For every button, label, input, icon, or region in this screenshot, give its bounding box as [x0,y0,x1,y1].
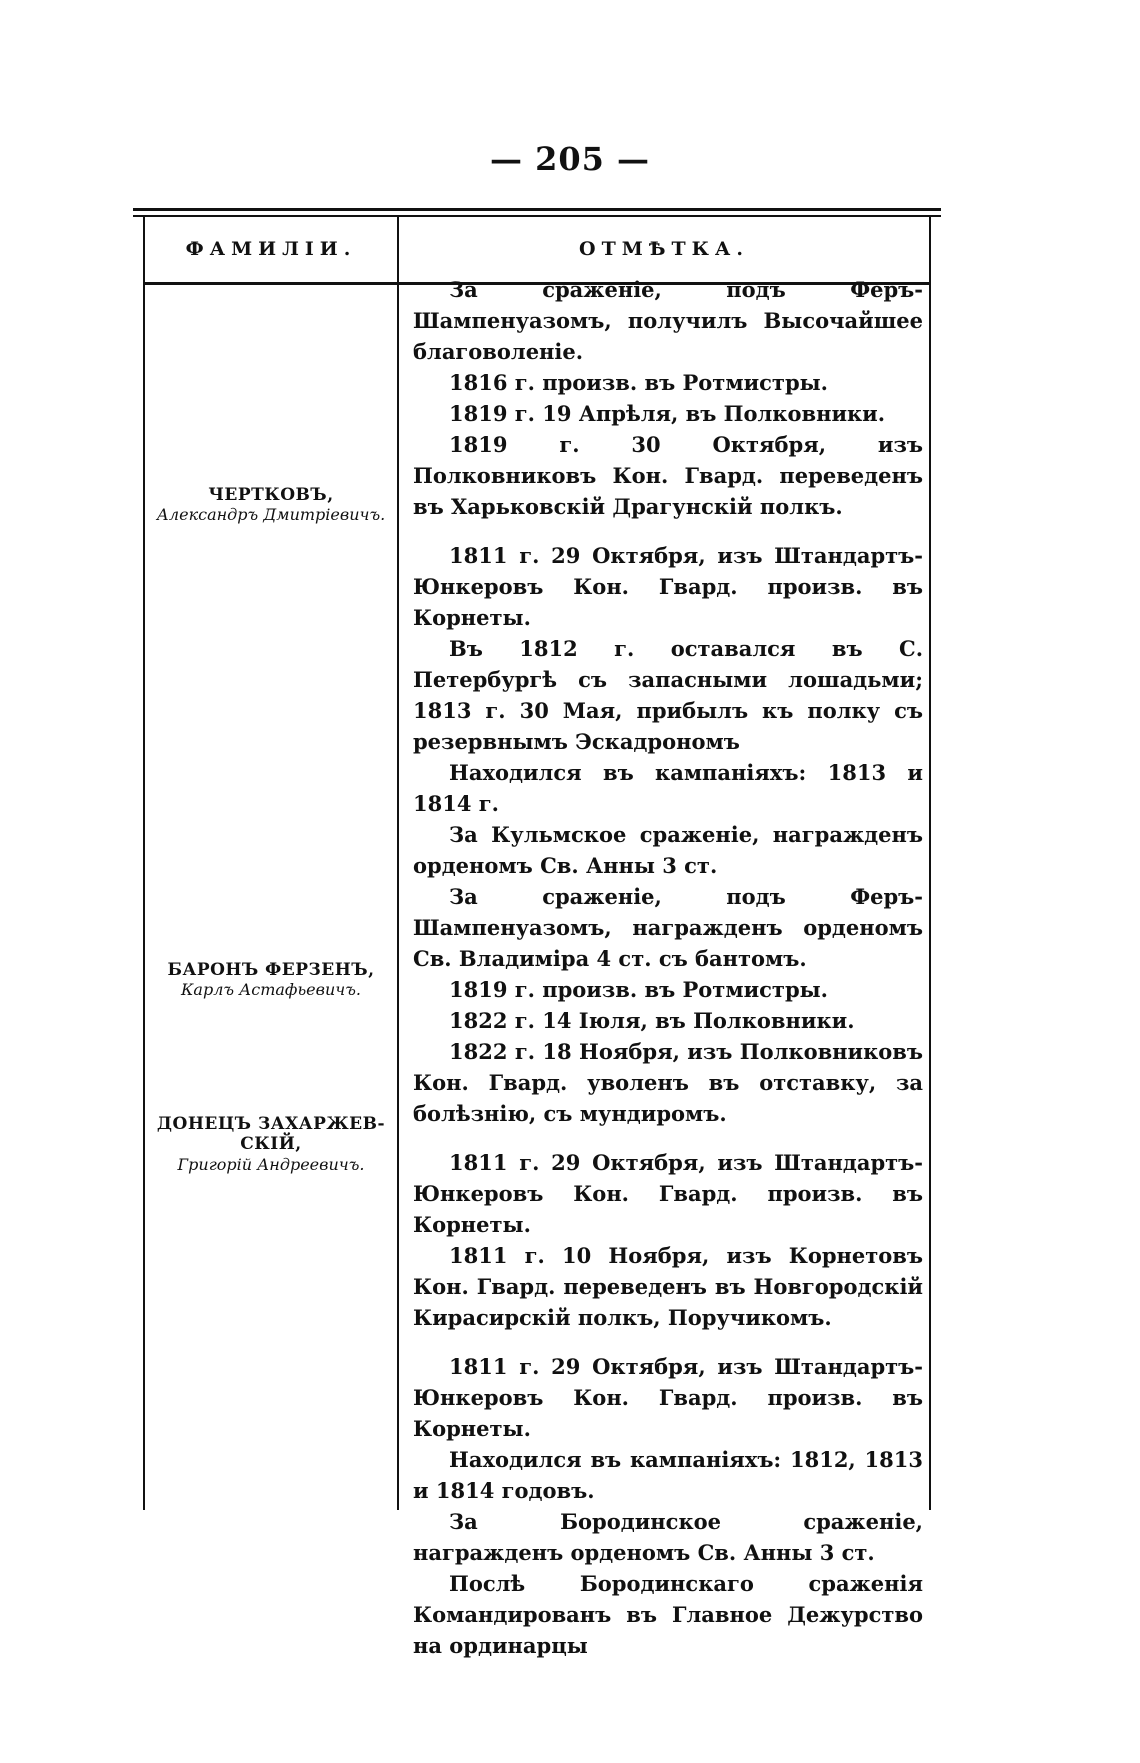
note-line: Въ 1812 г. оставался въ С. Петербургѣ съ запасными лошадьми; 1813 г. 30 Мая, прибылъ къ полку съ резервнымъ Эскадрономъ [413,636,923,754]
note-line: 1819 г. произв. въ Ротмистры. [449,977,828,1002]
note-line: 1816 г. произв. въ Ротмистры. [449,370,828,395]
note-line: 1811 г. 10 Ноября, изъ Корнетовъ Кон. Гвард. переведенъ въ Новгородскій Кирасирскій полкъ, Поручикомъ. [413,1243,923,1330]
column-divider [397,215,399,1510]
note-line: 1822 г. 18 Ноября, изъ Полковниковъ Кон. Гвард. уволенъ въ отставку, за болѣзнію, съ мундиромъ. [413,1039,923,1126]
person-entry [145,485,397,525]
note-line: Находился въ кампаніяхъ: 1812, 1813 и 1814 годовъ. [413,1447,923,1503]
note-line: 1811 г. 29 Октября, изъ Штандартъ-Юнкеровъ Кон. Гвард. произв. въ Корнеты. [413,1354,923,1441]
person-given-name: Александръ Дмитріевичъ. [156,505,386,525]
person-entry [145,1114,397,1174]
page-number: — 205 — [489,140,651,178]
top-double-rule-outer [133,208,941,211]
person-given-name: Григорій Андреевичъ. [177,1154,365,1174]
note-line: 1811 г. 29 Октября, изъ Штандартъ-Юнкеровъ Кон. Гвард. произв. въ Корнеты. [413,543,923,630]
note-line: За Кульмское сраженіе, награжденъ орденомъ Св. Анны 3 ст. [413,822,923,878]
note-line: 1811 г. 29 Октября, изъ Штандартъ-Юнкеровъ Кон. Гвард. произв. въ Корнеты. [413,1150,923,1237]
column-header-notes: ОТМѢТКА. [579,238,749,260]
note-line: 1819 г. 19 Апрѣля, въ Полковники. [449,401,886,426]
ledger-table [133,208,941,1658]
person-surname: БАРОНЪ ФЕРЗЕНЪ, [167,960,375,980]
person-surname-continued: СКІЙ, [240,1134,302,1155]
person-given-name: Карлъ Астафьевичъ. [181,980,361,1000]
note-line: Находился въ кампаніяхъ: 1813 и 1814 г. [413,760,923,816]
left-border [143,215,145,1510]
note-line: За сраженіе, подъ Феръ-Шампенуазомъ, награжденъ орденомъ Св. Владиміра 4 ст. съ бантомъ. [413,884,923,971]
note-line: Послѣ Бородинскаго сраженія Командированъ въ Главное Дежурство на ординарцы [413,1571,923,1658]
note-line: За Бородинское сраженіе, награжденъ орденомъ Св. Анны 3 ст. [413,1509,923,1565]
person-surname: ЧЕРТКОВЪ, [208,485,334,505]
person-entry [145,960,397,1000]
note-line: 1822 г. 14 Іюля, въ Полковники. [449,1008,855,1033]
note-line: 1819 г. 30 Октября, изъ Полковниковъ Кон. Гвард. переведенъ въ Харьковскій Драгунскій полкъ. [413,432,923,519]
column-header-names: ФАМИЛІИ. [185,238,357,260]
person-surname: ДОНЕЦЪ ЗАХАРЖЕВ- [156,1114,386,1134]
notes-block [413,274,923,1661]
note-line: За сраженіе, подъ Феръ-Шампенуазомъ, получилъ Высочайшее благоволеніе. [413,277,923,364]
right-border [929,215,931,1510]
